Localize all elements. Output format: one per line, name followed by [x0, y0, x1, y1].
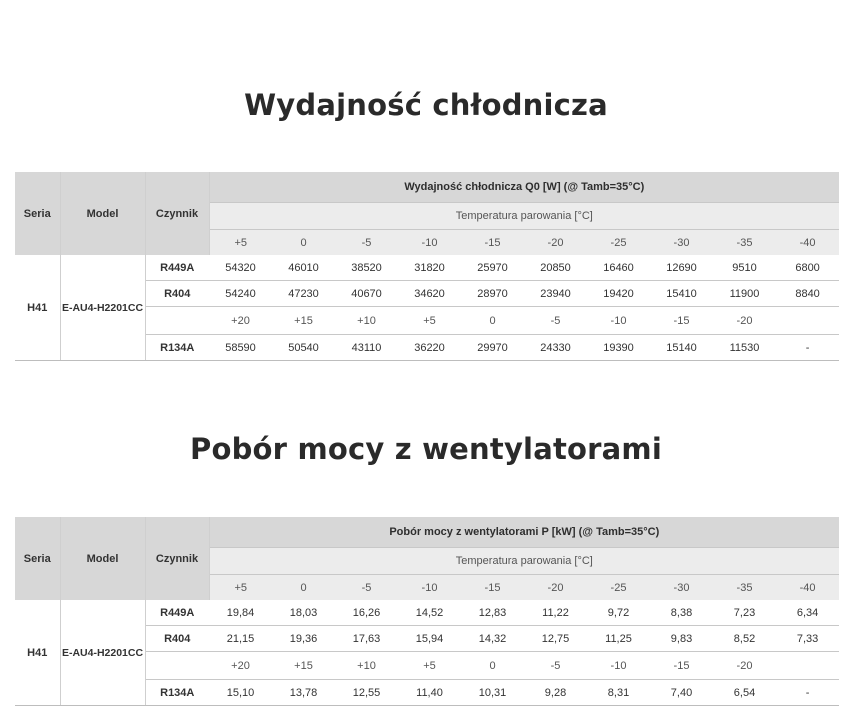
value-cell: 8,38	[670, 606, 693, 619]
value-cell: 23940	[524, 281, 587, 307]
value-cell: 54320	[225, 261, 256, 274]
value-cell: 38520	[351, 261, 382, 274]
refrigerant-cell: R134A	[145, 335, 209, 361]
value-cell: 11,40	[398, 680, 461, 706]
value-cell: 7,33	[776, 626, 839, 652]
value-cell: 12690	[666, 261, 697, 274]
temp-cell: +10	[335, 307, 398, 335]
temp-header: -35	[713, 230, 776, 256]
value-cell: 9,83	[650, 626, 713, 652]
main-header: Pobór mocy z wentylatorami P [kW] (@ Tamb=35°C)	[209, 517, 839, 548]
temp-header: -30	[650, 230, 713, 256]
value-cell: 6800	[795, 261, 820, 274]
value-cell: 13,78	[272, 680, 335, 706]
temp-header: -15	[461, 575, 524, 601]
header-czynnik: Czynnik	[145, 172, 209, 255]
temp-cell: -15	[650, 652, 713, 680]
seria-cell: H41	[15, 255, 60, 361]
refrigerant-cell: R449A	[160, 261, 195, 274]
value-cell: 6,34	[796, 606, 819, 619]
value-cell: 12,83	[478, 606, 507, 619]
value-cell: 9,28	[524, 680, 587, 706]
temp-header: -20	[524, 575, 587, 601]
value-cell: 7,23	[733, 606, 756, 619]
model-cell: E-AU4-H2201CC	[60, 600, 145, 706]
value-cell: 7,40	[650, 680, 713, 706]
temp-header: -40	[776, 575, 839, 601]
value-cell: 9510	[732, 261, 757, 274]
value-cell: 9,72	[607, 606, 630, 619]
seria-cell: H41	[15, 600, 60, 706]
value-cell: 18,03	[289, 606, 318, 619]
temp-cell: -20	[713, 652, 776, 680]
value-cell: 15,10	[209, 680, 272, 706]
value-cell: 34620	[398, 281, 461, 307]
temp-header: -5	[335, 230, 398, 256]
temp-cell: +10	[335, 652, 398, 680]
value-cell: 29970	[461, 335, 524, 361]
value-cell: 11530	[713, 335, 776, 361]
value-cell: 8840	[776, 281, 839, 307]
refrigerant-cell: R449A	[160, 606, 195, 619]
temp-cell	[776, 307, 839, 335]
empty-refrigerant-cell	[145, 307, 209, 335]
value-cell: 54240	[209, 281, 272, 307]
value-cell: 58590	[209, 335, 272, 361]
value-cell: 36220	[398, 335, 461, 361]
refrigerant-cell: R404	[145, 281, 209, 307]
sub-header: Temperatura parowania [°C]	[209, 548, 839, 575]
value-cell: 11900	[713, 281, 776, 307]
value-cell: 16,26	[352, 606, 381, 619]
value-cell: 50540	[272, 335, 335, 361]
temp-cell: 0	[461, 307, 524, 335]
value-cell: 14,32	[461, 626, 524, 652]
temp-cell: -5	[524, 652, 587, 680]
refrigerant-cell: R134A	[145, 680, 209, 706]
value-cell: 46010	[288, 261, 319, 274]
main-header: Wydajność chłodnicza Q0 [W] (@ Tamb=35°C)	[209, 172, 839, 203]
temp-cell: 0	[461, 652, 524, 680]
cooling-capacity-table	[15, 172, 839, 361]
header-seria: Seria	[15, 172, 60, 255]
temp-header: -20	[524, 230, 587, 256]
value-cell: 21,15	[209, 626, 272, 652]
value-cell: 19,84	[226, 606, 255, 619]
temp-cell: -5	[524, 307, 587, 335]
temp-cell: -20	[713, 307, 776, 335]
header-model: Model	[60, 172, 145, 255]
temp-header: -40	[776, 230, 839, 256]
value-cell: 15410	[650, 281, 713, 307]
header-czynnik: Czynnik	[145, 517, 209, 600]
value-cell: 31820	[414, 261, 445, 274]
power-consumption-table	[15, 517, 839, 706]
temp-header: 0	[272, 230, 335, 256]
temp-header: -5	[335, 575, 398, 601]
temp-cell: -10	[587, 307, 650, 335]
header-seria: Seria	[15, 517, 60, 600]
value-cell: 8,52	[713, 626, 776, 652]
value-cell: -	[776, 680, 839, 706]
value-cell: 11,22	[542, 606, 569, 619]
temp-header: -10	[398, 575, 461, 601]
value-cell: 47230	[272, 281, 335, 307]
section-title-power-consumption: Pobór mocy z wentylatorami	[190, 432, 662, 466]
value-cell: 19420	[587, 281, 650, 307]
value-cell: 40670	[335, 281, 398, 307]
temp-cell: +5	[398, 307, 461, 335]
value-cell: 19390	[587, 335, 650, 361]
temp-header: -25	[587, 575, 650, 601]
temp-cell: +20	[209, 307, 272, 335]
temp-header: -25	[587, 230, 650, 256]
value-cell: 14,52	[415, 606, 444, 619]
sub-header: Temperatura parowania [°C]	[209, 203, 839, 230]
temp-header: 0	[272, 575, 335, 601]
value-cell: 12,75	[524, 626, 587, 652]
temp-header: -30	[650, 575, 713, 601]
temp-cell: +5	[398, 652, 461, 680]
temp-cell: +15	[272, 652, 335, 680]
empty-refrigerant-cell	[145, 652, 209, 680]
value-cell: 15,94	[398, 626, 461, 652]
temp-header: +5	[209, 230, 272, 256]
value-cell: 12,55	[335, 680, 398, 706]
temp-header: -15	[461, 230, 524, 256]
value-cell: 6,54	[713, 680, 776, 706]
value-cell: 20850	[540, 261, 571, 274]
value-cell: 19,36	[272, 626, 335, 652]
value-cell: 17,63	[335, 626, 398, 652]
value-cell: 28970	[461, 281, 524, 307]
refrigerant-cell: R404	[145, 626, 209, 652]
value-cell: -	[776, 335, 839, 361]
header-model: Model	[60, 517, 145, 600]
value-cell: 24330	[524, 335, 587, 361]
temp-header: -10	[398, 230, 461, 256]
temp-cell	[776, 652, 839, 680]
temp-cell: -15	[650, 307, 713, 335]
temp-cell: -10	[587, 652, 650, 680]
value-cell: 25970	[477, 261, 508, 274]
value-cell: 10,31	[461, 680, 524, 706]
value-cell: 8,31	[587, 680, 650, 706]
value-cell: 15140	[650, 335, 713, 361]
value-cell: 16460	[603, 261, 634, 274]
model-cell: E-AU4-H2201CC	[60, 255, 145, 361]
value-cell: 43110	[335, 335, 398, 361]
temp-header: -35	[713, 575, 776, 601]
temp-cell: +15	[272, 307, 335, 335]
value-cell: 11,25	[587, 626, 650, 652]
section-title-cooling-capacity: Wydajność chłodnicza	[244, 88, 608, 122]
temp-cell: +20	[209, 652, 272, 680]
temp-header: +5	[209, 575, 272, 601]
